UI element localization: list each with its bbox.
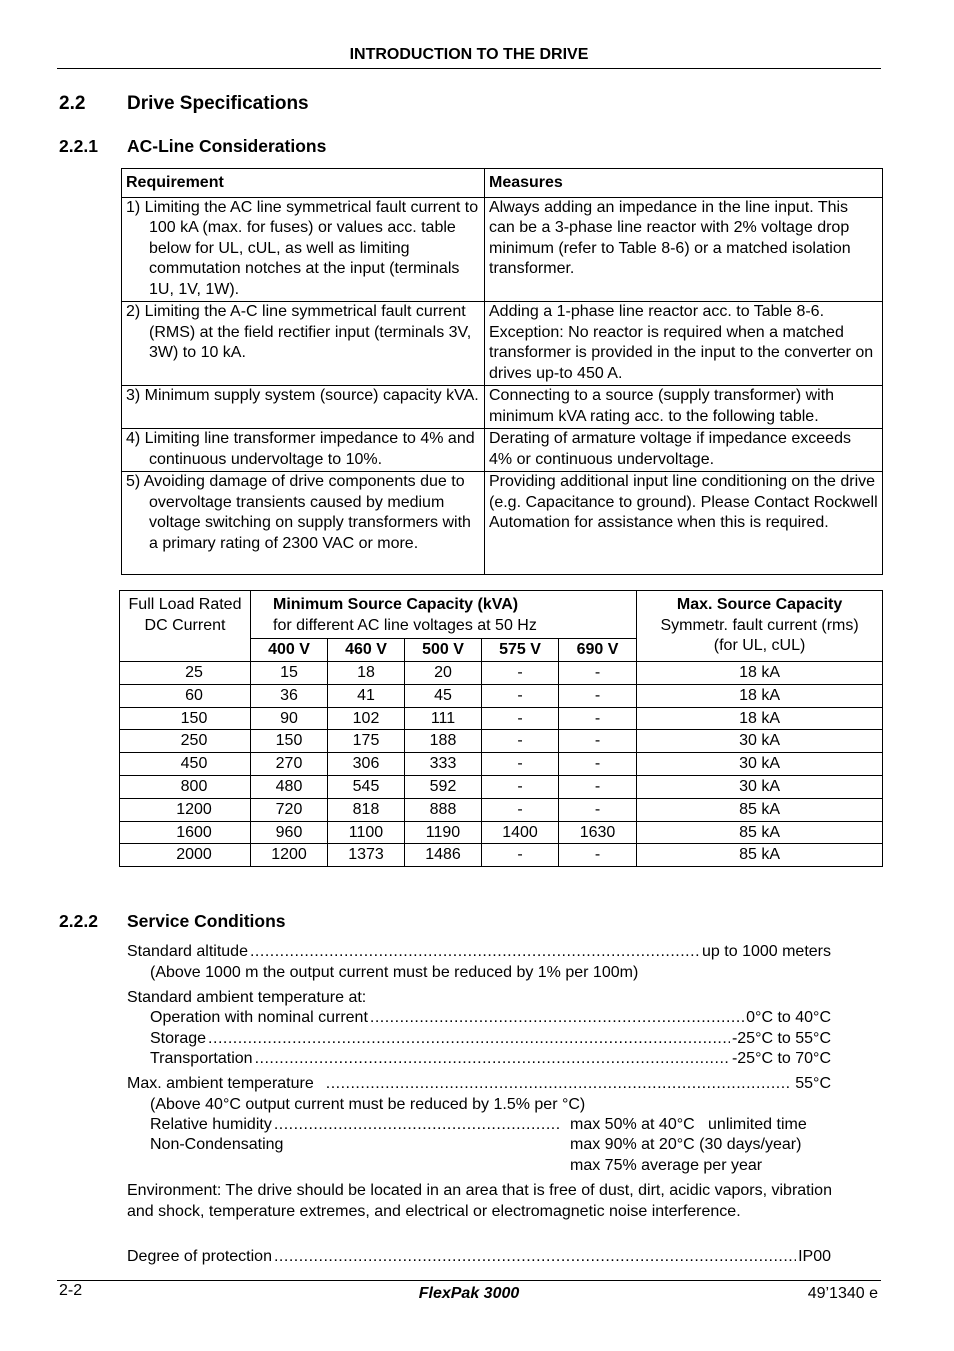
capacity-cell: 1630 [559, 821, 637, 844]
capacity-cell: - [559, 753, 637, 776]
altitude-row [127, 942, 831, 963]
section-number: 2.2 [59, 93, 86, 114]
noncond-value-2: max 75% average per year [570, 1157, 763, 1174]
capacity-cell: - [482, 662, 559, 685]
current-cell: 800 [120, 775, 251, 798]
altitude-label: Standard altitude [127, 943, 248, 960]
measures-cell: Derating of armature voltage if impedance exceeds 4% or continuous undervoltage. [485, 429, 883, 472]
capacity-cell: 270 [251, 753, 328, 776]
capacity-cell: 1373 [328, 844, 405, 867]
ac-line-table [121, 168, 883, 575]
capacity-cell: 90 [251, 707, 328, 730]
dot-leader [274, 1247, 796, 1268]
dot-leader [208, 1029, 730, 1050]
capacity-cell: 15 [251, 662, 328, 685]
table-row [120, 821, 883, 844]
max-capacity-cell: 18 kA [637, 684, 883, 707]
current-cell: 150 [120, 707, 251, 730]
capacity-cell: - [482, 707, 559, 730]
capacity-cell: 333 [405, 753, 482, 776]
capacity-cell: - [482, 844, 559, 867]
section-heading-2-2 [59, 93, 759, 117]
max-ambient-note: (Above 40°C output current must be reduced by 1.5% per °C) [150, 1096, 586, 1113]
capacity-cell: 545 [328, 775, 405, 798]
current-cell: 250 [120, 730, 251, 753]
column-header-full-load-current [120, 591, 251, 662]
environment-text: Environment: The drive should be located in an area that is free of dust, dirt, acidic vapors, vibration and shock, temperature extremes, and electrical or electromagnetic noise interference. [127, 1182, 832, 1220]
header-line: (for UL, cUL) [713, 637, 806, 654]
section-heading-2-2-2 [59, 911, 759, 933]
requirement-cell: 4) Limiting line transformer impedance to 4% and continuous undervoltage to 10%. [122, 429, 485, 472]
protection-row [127, 1247, 831, 1268]
capacity-cell: 960 [251, 821, 328, 844]
header-sub: for different AC line voltages at 50 Hz [273, 616, 537, 634]
operation-row [150, 1008, 831, 1029]
capacity-cell: 592 [405, 775, 482, 798]
capacity-cell: - [559, 684, 637, 707]
product-name: FlexPak 3000 [418, 1285, 520, 1302]
capacity-cell: - [559, 662, 637, 685]
capacity-cell: 1200 [251, 844, 328, 867]
table-row [120, 662, 883, 685]
max-capacity-cell: 85 kA [637, 821, 883, 844]
requirement-cell: 5) Avoiding damage of drive components due to overvoltage transients caused by medium voltage switching on supply transformers with a primary rating of 2300 VAC or more. [122, 472, 485, 575]
max-capacity-cell: 30 kA [637, 753, 883, 776]
capacity-rows [120, 662, 883, 867]
table-row [122, 472, 883, 575]
max-capacity-cell: 85 kA [637, 798, 883, 821]
table-row [120, 844, 883, 867]
column-header-max-capacity [637, 591, 883, 662]
current-cell: 25 [120, 662, 251, 685]
document-number: 49’1340 e [807, 1285, 878, 1302]
capacity-cell: 41 [328, 684, 405, 707]
capacity-cell: - [482, 730, 559, 753]
humidity-row [150, 1115, 562, 1136]
capacity-cell: 306 [328, 753, 405, 776]
capacity-cell: - [559, 707, 637, 730]
altitude-note: (Above 1000 m the output current must be reduced by 1% per 100m) [150, 964, 639, 981]
capacity-cell: - [559, 798, 637, 821]
capacity-cell: 818 [328, 798, 405, 821]
voltage-header: 400 V [251, 639, 328, 662]
max-capacity-cell: 30 kA [637, 730, 883, 753]
table-row [120, 775, 883, 798]
dot-leader [274, 1115, 560, 1136]
table-row [122, 197, 883, 302]
requirement-cell: 3) Minimum supply system (source) capacity kVA. [122, 386, 485, 429]
capacity-cell: 1400 [482, 821, 559, 844]
max-capacity-cell: 30 kA [637, 775, 883, 798]
altitude-value: up to 1000 meters [702, 943, 831, 960]
capacity-cell: 720 [251, 798, 328, 821]
requirement-cell: 1) Limiting the AC line symmetrical fault current to 100 kA (max. for fuses) or values acc. table below for UL, cUL, as well as limiting commutation notches at the input (terminals 1U, 1V, 1W). [122, 197, 485, 302]
humidity-value: max 50% at 40°C unlimited time [570, 1116, 807, 1133]
section-title: Service Conditions [127, 911, 286, 931]
requirement-cell: 2) Limiting the A-C line symmetrical fault current (RMS) at the field rectifier input (terminals 3V, 3W) to 10 kA. [122, 302, 485, 386]
dot-leader [326, 1074, 790, 1095]
measures-cell: Adding a 1-phase line reactor acc. to Table 8-6. Exception: No reactor is required when a matched transformer is provided in the input to the converter on drives up-to 450 A. [485, 302, 883, 386]
humidity-label: Relative humidity [150, 1116, 272, 1133]
page-number: 2-2 [59, 1282, 83, 1299]
max-ambient-value: 55°C [795, 1075, 831, 1092]
voltage-header: 460 V [328, 639, 405, 662]
header-bold: Minimum Source Capacity (kVA) [273, 596, 519, 613]
table-header-row [120, 591, 883, 639]
capacity-cell: 18 [328, 662, 405, 685]
measures-cell: Always adding an impedance in the line input. This can be a 3-phase line reactor with 2% voltage drop minimum (refer to Table 8-6) or a matched isolation transformer. [485, 197, 883, 302]
noncond-value-1: max 90% at 20°C (30 days/year) [570, 1136, 802, 1153]
column-header-requirement: Requirement [122, 169, 485, 198]
capacity-cell: - [559, 844, 637, 867]
section-number: 2.2.1 [59, 136, 98, 156]
capacity-cell: - [482, 684, 559, 707]
dot-leader [370, 1008, 744, 1029]
voltage-header: 575 V [482, 639, 559, 662]
table-row [122, 302, 883, 386]
capacity-cell: - [482, 753, 559, 776]
transport-label: Transportation [150, 1050, 253, 1067]
capacity-cell: 102 [328, 707, 405, 730]
capacity-cell: - [482, 775, 559, 798]
section-number: 2.2.2 [59, 911, 98, 931]
transport-row [150, 1049, 831, 1070]
storage-label: Storage [150, 1030, 207, 1047]
current-cell: 60 [120, 684, 251, 707]
capacity-cell: 111 [405, 707, 482, 730]
section-title: Drive Specifications [127, 93, 309, 114]
capacity-cell: 1190 [405, 821, 482, 844]
current-cell: 2000 [120, 844, 251, 867]
capacity-cell: 1486 [405, 844, 482, 867]
transport-value: -25°C to 70°C [731, 1050, 831, 1067]
capacity-cell: - [559, 730, 637, 753]
table-row [120, 730, 883, 753]
max-capacity-cell: 18 kA [637, 662, 883, 685]
noncond-label: Non-Condensating [150, 1136, 284, 1153]
table-row [120, 684, 883, 707]
section-title: AC-Line Considerations [127, 136, 327, 156]
header-line: Symmetr. fault current (rms) [660, 616, 859, 634]
capacity-cell: 150 [251, 730, 328, 753]
capacity-cell: - [482, 798, 559, 821]
running-header: INTRODUCTION TO THE DRIVE [349, 46, 589, 63]
storage-row [150, 1029, 831, 1050]
max-capacity-cell: 18 kA [637, 707, 883, 730]
current-cell: 1200 [120, 798, 251, 821]
max-ambient-row [127, 1074, 831, 1095]
capacity-cell: 188 [405, 730, 482, 753]
table-row [120, 707, 883, 730]
column-header-min-capacity [251, 591, 637, 639]
max-ambient-label: Max. ambient temperature [127, 1075, 314, 1092]
table-row [120, 753, 883, 776]
column-header-measures: Measures [485, 169, 883, 198]
dot-leader [255, 1049, 730, 1070]
table-row [122, 386, 883, 429]
measures-cell: Connecting to a source (supply transformer) with minimum kVA rating acc. to the following table. [485, 386, 883, 429]
max-capacity-cell: 85 kA [637, 844, 883, 867]
table-row [122, 429, 883, 472]
header-rule [57, 68, 881, 69]
capacity-cell: - [559, 775, 637, 798]
capacity-cell: 175 [328, 730, 405, 753]
table-header-row [122, 169, 883, 198]
header-bold: Max. Source Capacity [676, 596, 843, 613]
operation-label: Operation with nominal current [150, 1009, 368, 1026]
source-capacity-table [119, 590, 883, 867]
dot-leader [250, 942, 700, 963]
ambient-heading: Standard ambient temperature at: [127, 989, 367, 1006]
table-row [120, 798, 883, 821]
protection-label: Degree of protection [127, 1248, 272, 1265]
voltage-header: 690 V [559, 639, 637, 662]
footer-rule [57, 1280, 881, 1281]
capacity-cell: 480 [251, 775, 328, 798]
capacity-cell: 888 [405, 798, 482, 821]
current-cell: 450 [120, 753, 251, 776]
capacity-cell: 1100 [328, 821, 405, 844]
operation-value: 0°C to 40°C [746, 1009, 831, 1026]
capacity-cell: 36 [251, 684, 328, 707]
section-heading-2-2-1 [59, 136, 759, 158]
storage-value: -25°C to 55°C [731, 1030, 831, 1047]
capacity-cell: 45 [405, 684, 482, 707]
measures-cell: Providing additional input line conditioning on the drive (e.g. Capacitance to ground). Please Contact Rockwell Automation for assistance when this is required. [485, 472, 883, 575]
capacity-cell: 20 [405, 662, 482, 685]
current-cell: 1600 [120, 821, 251, 844]
header-text: Full Load Rated DC Current [128, 596, 242, 634]
voltage-header: 500 V [405, 639, 482, 662]
protection-value: IP00 [798, 1248, 831, 1265]
